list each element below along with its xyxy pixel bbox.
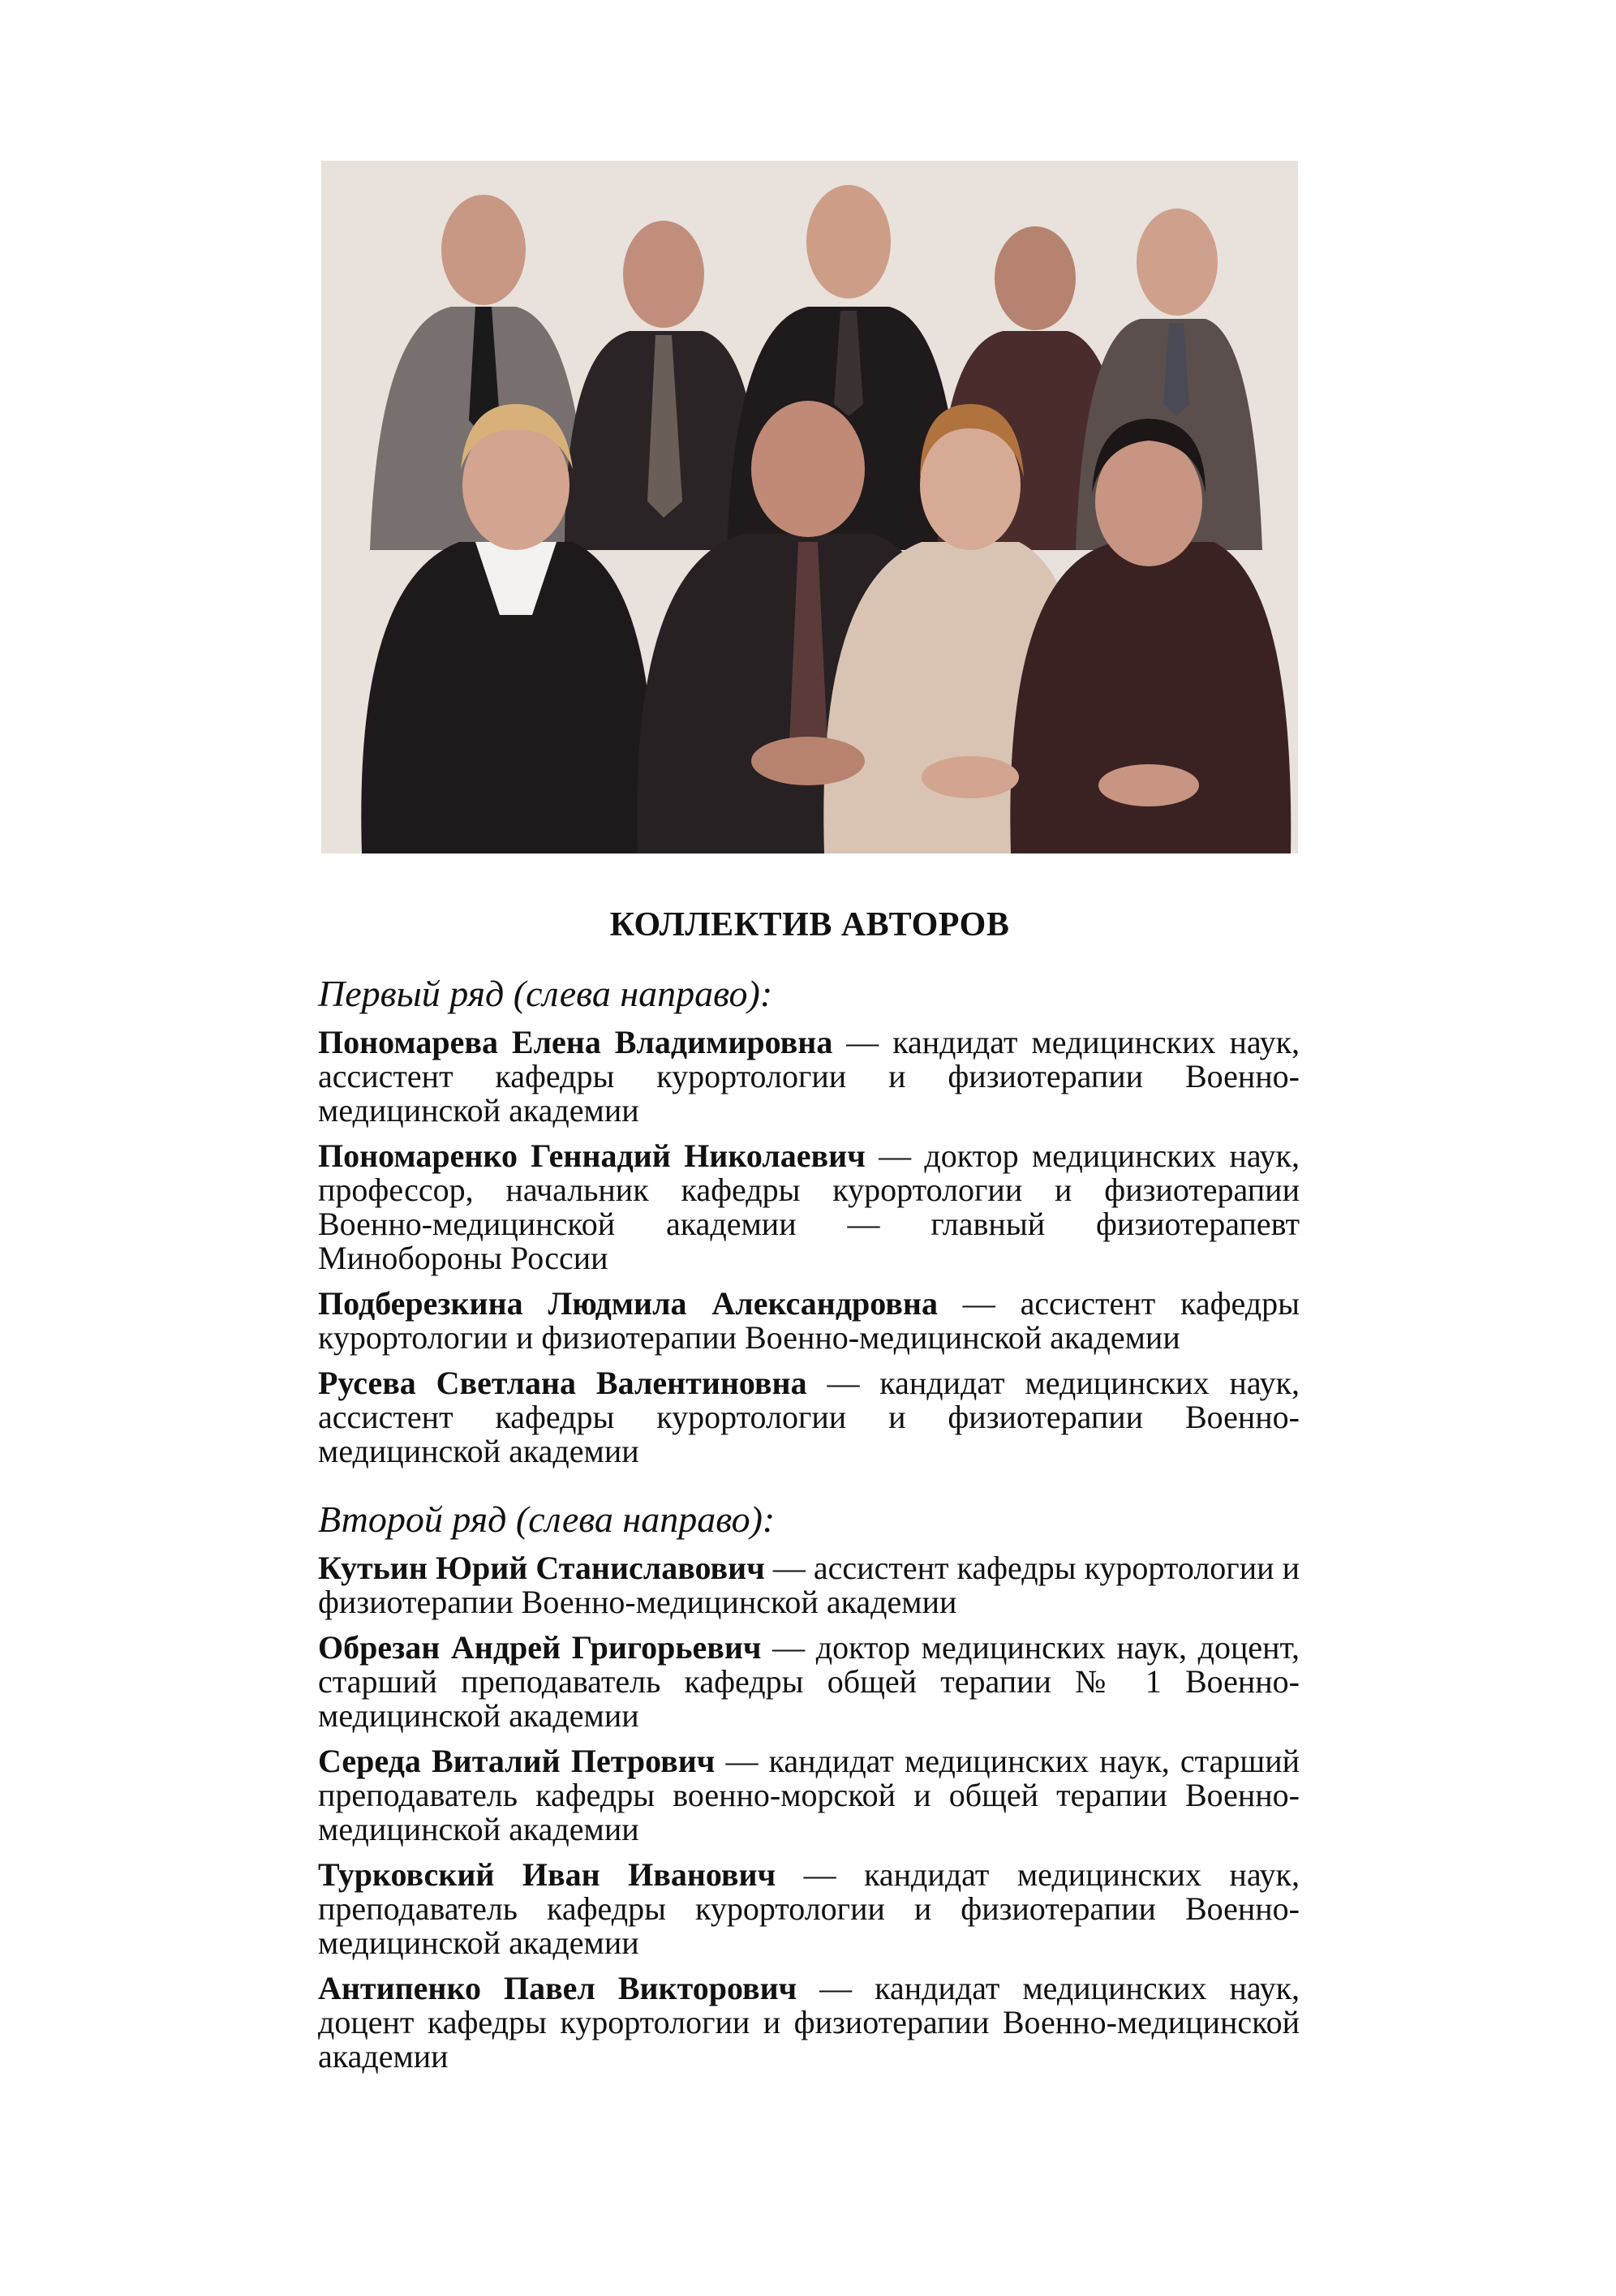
group-photo	[321, 161, 1298, 853]
author-name: Кутьин Юрий Станиславович	[318, 1550, 765, 1586]
author-entry	[318, 1366, 1300, 1468]
author-entry	[318, 1744, 1300, 1847]
author-name: Русева Светлана Валентиновна	[318, 1365, 807, 1401]
author-name: Турковский Иван Иванович	[318, 1856, 776, 1893]
author-description: — доктор медицинских наук, доцент, старший преподаватель кафедры общей терапии № 1 Военно-медицинской академии	[318, 1629, 1300, 1734]
row-heading-first: Первый ряд (слева направо):	[318, 973, 773, 1014]
page-title: КОЛЛЕКТИВ АВТОРОВ	[609, 906, 1010, 944]
author-description: — кандидат медицинских наук, ассистент кафедры курортологии и физиотерапии Военно-медицинской академии	[318, 1024, 1300, 1129]
group-photo-icon	[321, 161, 1298, 853]
author-description: — доктор медицинских наук, профессор, начальник кафедры курортологии и физиотерапии Военно-медицинской академии — главный физиотерапевт Минобороны России	[318, 1137, 1300, 1276]
author-name: Антипенко Павел Викторович	[318, 1970, 797, 2006]
author-name: Подберезкина Людмила Александровна	[318, 1285, 938, 1322]
author-entry	[318, 1631, 1300, 1733]
author-name: Пономарева Елена Владимировна	[318, 1024, 833, 1060]
author-description: — кандидат медицинских наук, доцент кафедры курортологии и физиотерапии Военно-медицинской академии	[318, 1970, 1300, 2075]
author-description: — ассистент кафедры курортологии и физиотерапии Военно-медицинской академии	[318, 1550, 1300, 1620]
author-description: — кандидат медицинских наук, преподаватель кафедры курортологии и физиотерапии Военно-медицинской академии	[318, 1856, 1300, 1961]
author-description: — кандидат медицинских наук, ассистент кафедры курортологии и физиотерапии Военно-медицинской академии	[318, 1365, 1300, 1469]
author-name: Пономаренко Геннадий Николаевич	[318, 1137, 866, 1174]
author-description: — ассистент кафедры курортологии и физиотерапии Военно-медицинской академии	[318, 1285, 1300, 1356]
author-entry	[318, 1139, 1300, 1275]
author-entry	[318, 1025, 1300, 1128]
author-entry	[318, 1551, 1300, 1619]
author-entry	[318, 1858, 1300, 1960]
author-description: — кандидат медицинских наук, старший преподаватель кафедры военно-морской и общей терапии Военно-медицинской академии	[318, 1743, 1300, 1847]
authors-list	[318, 970, 1300, 2085]
author-entry	[318, 1287, 1300, 1355]
author-name: Обрезан Андрей Григорьевич	[318, 1629, 762, 1666]
author-name: Середа Виталий Петрович	[318, 1743, 716, 1779]
author-entry	[318, 1971, 1300, 2074]
row-heading-second: Второй ряд (слева направо):	[318, 1498, 776, 1540]
